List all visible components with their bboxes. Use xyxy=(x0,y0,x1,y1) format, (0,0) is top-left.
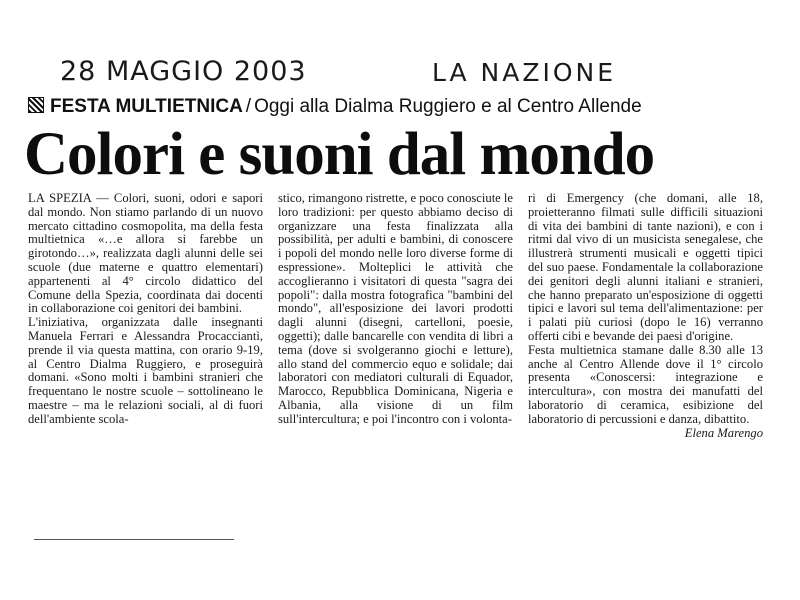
handwritten-date: 28 MAGGIO 2003 xyxy=(60,56,307,87)
article-paragraph: Festa multietnica stamane dalle 8.30 alle 13 anche al Centro Allende dove il 1° circolo presenta «Conoscersi: integrazione e intercultura», con mostra dei manufatti del laboratorio di ceramica, esibizione del laboratorio di percussioni e danza, dibattito. xyxy=(528,342,763,426)
divider xyxy=(34,539,234,540)
article-body xyxy=(28,192,768,538)
section-marker-icon xyxy=(28,97,44,113)
byline: Elena Marengo xyxy=(684,425,763,440)
kicker-separator: / xyxy=(245,96,252,117)
article-paragraph: stico, rimangono ristrette, e poco conosciute le loro tradizioni: per questo abbiamo deciso di organizzare una festa finalizzata alla possibilità, per adulti e bambini, di conoscere i popoli del mondo nelle loro diverse forme di espressione». Molteplici le attività che accoglieranno i visitatori di questa "sagra dei popoli": dalla mostra fotografica "bambini del mondo", all'esposizione dei lavori prodotti dagli alunni (disegni, cartelloni, poesie, oggetti); dalle bancarelle con vendita di libri a tema (dove si svolgeranno giochi e letture), allo stand del commercio equo e solidale; dai laboratori con mediatori culturali di Equador, Marocco, Repubblica Dominicana, Nigeria e Albania, alla visione di un film sull'intercultura; e poi l'incontro con i volonta- xyxy=(278,191,514,426)
article-paragraph: ri di Emergency (che domani, alle 18, proietteranno filmati sulle difficili situazioni di vita dei bambini di tante nazioni), e con i ritmi dal vivo di un musicista senegalese, che illustrerà strumenti musicali e oggetti tipici del suo paese. Fondamentale la collaborazione dei genitori degli alunni italiani e stranieri, che hanno preparato un'esposizione di oggetti tipici e lavori sul tema dell'alimentazione: per i palati più curiosi (dopo le 16) verranno offerti cibi e bevande dei paesi d'origine. xyxy=(528,191,763,343)
kicker-topic: FESTA MULTIETNICA xyxy=(50,96,243,117)
article-paragraph: L'iniziativa, organizzata dalle insegnanti Manuela Ferrari e Alessandra Procacciantì, prende il via questa mattina, con orario 9-19, al Centro Dialma Ruggiero, e proseguirà domani. «Sono molti i bambini stranieri che frequentano le nostre scuole – sottolineano le maestre – ma le relazioni sociali, al di fuori dell'ambiente scola- xyxy=(28,315,263,426)
kicker-subtitle: Oggi alla Dialma Ruggiero e al Centro Allende xyxy=(254,96,642,117)
kicker-line xyxy=(28,96,778,118)
handwritten-source: LA NAZIONE xyxy=(432,58,617,87)
article-paragraph: LA SPEZIA — Colori, suoni, odori e sapori dal mondo. Non stiamo parlando di un nuovo mercato cittadino cosmopolita, ma della festa multietnica «…e allora si farebbe un girotondo…», realizzata dagli alunni delle sei scuole (due materne e quattro elementari) appartenenti al 4° circolo didattico del Comune della Spezia, coordinata dai docenti in collaborazione coi genitori dei bambini. xyxy=(28,191,263,316)
headline: Colori e suoni dal mondo xyxy=(24,121,655,188)
article-column-2 xyxy=(278,192,513,427)
article-column-3 xyxy=(528,192,763,440)
article-column-1 xyxy=(28,192,263,427)
